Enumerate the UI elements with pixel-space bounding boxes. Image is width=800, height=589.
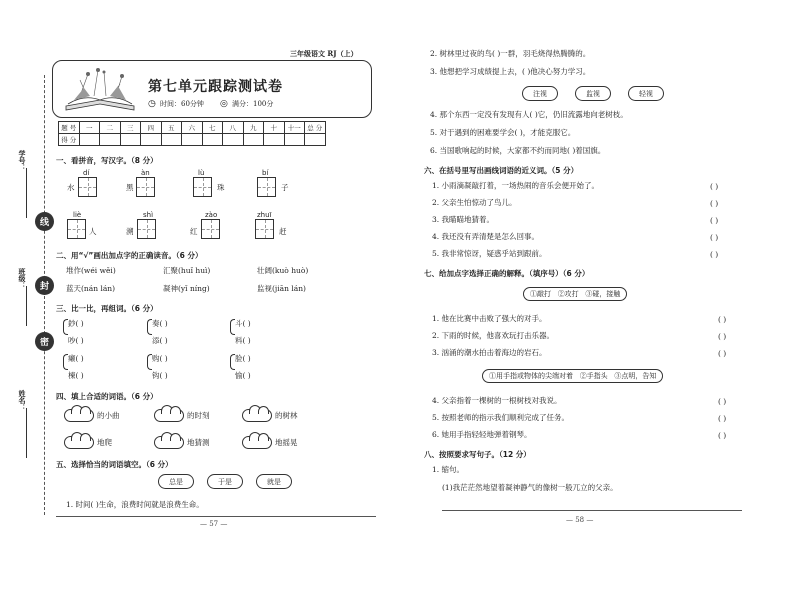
section-1-heading: 一、看拼音，写汉字。（8 分） xyxy=(56,156,158,165)
question-text: 1. 缩句。 xyxy=(432,465,465,474)
char-prefix: 溯 xyxy=(126,227,134,236)
score-table xyxy=(58,121,326,146)
fill-phrase: 的小曲 xyxy=(97,411,120,420)
section-7-heading: 七、给加点字选择正确的解释。（填序号）（6 分） xyxy=(424,269,590,278)
reading-choice[interactable]: 蓝天(nán lán) xyxy=(66,284,116,293)
pinyin: zhuī xyxy=(257,211,272,219)
writing-box[interactable] xyxy=(136,177,155,197)
score-header-row xyxy=(59,122,326,134)
cloud-blank[interactable] xyxy=(64,436,94,449)
section-5-heading: 五、选择恰当的词语填空。（6 分） xyxy=(56,460,173,469)
section-4-heading: 四、填上合适的词语。（6 分） xyxy=(56,392,158,401)
score-blank[interactable] xyxy=(284,134,305,146)
cloud-blank[interactable] xyxy=(64,409,94,422)
answer-blank[interactable]: ( ) xyxy=(710,182,719,191)
score-cell: 五 xyxy=(161,122,182,134)
score-cell: 三 xyxy=(120,122,141,134)
compare-word[interactable]: 鈔( ) xyxy=(68,319,84,328)
answer-blank[interactable]: ( ) xyxy=(710,250,719,259)
name-label: 姓名： xyxy=(18,390,26,411)
score-blank[interactable] xyxy=(161,134,182,146)
binding-dashed-line xyxy=(44,75,45,515)
book-illustration-icon xyxy=(60,66,140,112)
word-option: 监视 xyxy=(575,86,611,101)
page-number-left: — 57 — xyxy=(200,520,228,528)
question-text: 6. 她用手指轻轻地弹着钢琴。 xyxy=(432,430,532,439)
compare-word[interactable]: 脸( ) xyxy=(235,354,251,363)
compare-word[interactable]: 奏( ) xyxy=(152,319,168,328)
page-number-right: — 58 — xyxy=(566,516,594,524)
section-6-heading: 六、在括号里写出画线词语的近义词。（5 分） xyxy=(424,166,579,175)
char-prefix: 水 xyxy=(67,183,75,192)
definition-options-2 xyxy=(482,369,663,383)
score-cell: 八 xyxy=(223,122,244,134)
cloud-blank[interactable] xyxy=(154,436,184,449)
definition-option: ②攻打 xyxy=(557,290,579,298)
compare-word[interactable]: 添( ) xyxy=(152,336,168,345)
score-blank[interactable] xyxy=(79,134,100,146)
word-option: 轻视 xyxy=(628,86,664,101)
char-suffix: 珠 xyxy=(217,183,225,192)
score-blank[interactable] xyxy=(243,134,264,146)
clock-icon: ◷ xyxy=(148,99,156,109)
compare-word[interactable]: 钩( ) xyxy=(152,371,168,380)
answer-blank[interactable]: ( ) xyxy=(718,332,727,341)
full-score: 满分：100分 xyxy=(232,100,274,108)
word-option: 就是 xyxy=(256,474,292,489)
writing-box[interactable] xyxy=(137,219,156,239)
writing-box[interactable] xyxy=(255,219,274,239)
score-cell: 得 分 xyxy=(59,134,80,146)
score-blank[interactable] xyxy=(100,134,121,146)
score-cell: 九 xyxy=(243,122,264,134)
question-text: 2. 下雨的时候，他喜欢玩打击乐器。 xyxy=(432,331,555,340)
compare-word[interactable]: 愉( ) xyxy=(235,371,251,380)
answer-line[interactable] xyxy=(442,510,742,511)
question-text: 4. 那个东西一定没有发现有人( )它，仍旧流露地向老树枝。 xyxy=(430,110,628,119)
class-label: 班级： xyxy=(18,268,26,289)
writing-box[interactable] xyxy=(67,219,86,239)
score-blank[interactable] xyxy=(182,134,203,146)
score-blank[interactable] xyxy=(305,134,326,146)
score-cell: 四 xyxy=(141,122,162,134)
seal-xian: 线 xyxy=(35,212,54,231)
score-cell: 二 xyxy=(100,122,121,134)
question-text: 5. 按照老师的指示我们顺利完成了任务。 xyxy=(432,413,570,422)
pinyin: dí xyxy=(83,169,90,177)
char-prefix: 黑 xyxy=(126,183,134,192)
question-text: 6. 当国歌响起的时候，大家都不约而同地( )着国旗。 xyxy=(430,146,606,155)
char-suffix: 赶 xyxy=(279,227,287,236)
answer-blank[interactable]: ( ) xyxy=(718,349,727,358)
fill-phrase: 地摇晃 xyxy=(275,438,298,447)
question-text: 2. 父亲生怕惊动了鸟儿。 xyxy=(432,198,517,207)
section-3-heading: 三、比一比，再组词。（6 分） xyxy=(56,304,158,313)
definition-option: ③点明，告知 xyxy=(614,372,657,380)
score-value-row xyxy=(59,134,326,146)
answer-blank[interactable]: ( ) xyxy=(718,414,727,423)
question-text: 3. 他想把学习成绩提上去，( )他决心努力学习。 xyxy=(430,67,591,76)
pinyin: shì xyxy=(143,211,154,219)
answer-blank[interactable]: ( ) xyxy=(718,397,727,406)
question-text: 5. 对于遇到的困难要学会( )，才能克服它。 xyxy=(430,128,576,137)
medal-icon: ◎ xyxy=(220,99,228,109)
question-text: 1. 时间( )生命，浪费时间就是浪费生命。 xyxy=(66,500,204,509)
answer-blank[interactable]: ( ) xyxy=(710,233,719,242)
question-text: 5. 我非常惊讶，疑惑乎站到跟前。 xyxy=(432,249,547,258)
pinyin: àn xyxy=(141,169,150,177)
score-cell: 十一 xyxy=(284,122,305,134)
answer-blank[interactable]: ( ) xyxy=(710,216,719,225)
reading-choice[interactable]: 堆作(wéi wěi) xyxy=(66,266,116,275)
score-blank[interactable] xyxy=(223,134,244,146)
score-blank[interactable] xyxy=(141,134,162,146)
compare-word[interactable]: 楝( ) xyxy=(68,371,84,380)
question-text: 2. 树林里过夜的鸟( )一群，羽毛烧得热腾腾的。 xyxy=(430,49,591,58)
time-limit: 时间：60分钟 xyxy=(160,100,204,108)
reading-choice[interactable]: 壮阔(kuò huò) xyxy=(257,266,309,275)
answer-blank[interactable]: ( ) xyxy=(718,315,727,324)
score-cell: 总 分 xyxy=(305,122,326,134)
subject-label: 三年级语文 RJ（上） xyxy=(290,49,358,58)
footer-rule xyxy=(56,516,376,517)
fill-phrase: 的时刻 xyxy=(187,411,210,420)
score-cell: 题 号 xyxy=(59,122,80,134)
score-blank[interactable] xyxy=(202,134,223,146)
writing-box[interactable] xyxy=(257,177,276,197)
compare-word[interactable]: 吵( ) xyxy=(68,336,84,345)
compare-word[interactable]: 癞( ) xyxy=(68,354,84,363)
score-blank[interactable] xyxy=(120,134,141,146)
seal-mi: 密 xyxy=(35,332,54,351)
pinyin: liè xyxy=(73,211,82,219)
class-line xyxy=(26,286,27,326)
writing-box[interactable] xyxy=(193,177,212,197)
question-text: 3. 我瞄瞄地猜着。 xyxy=(432,215,495,224)
char-suffix: 红 xyxy=(190,227,198,236)
reading-choice[interactable]: 监视(jiān lán) xyxy=(257,284,306,293)
question-text: 4. 我还没有弄清楚是怎么回事。 xyxy=(432,232,540,241)
score-blank[interactable] xyxy=(264,134,285,146)
fill-phrase: 的树林 xyxy=(275,411,298,420)
definition-option: ③碰，接触 xyxy=(585,290,621,298)
writing-box[interactable] xyxy=(78,177,97,197)
pinyin: zào xyxy=(205,211,218,219)
definition-option: ②手指头 xyxy=(579,372,608,380)
compare-word[interactable]: 购( ) xyxy=(152,354,168,363)
section-8-heading: 八、按照要求写句子。（12 分） xyxy=(424,450,531,459)
answer-blank[interactable]: ( ) xyxy=(718,431,727,440)
question-text: 4. 父亲指着一棵树的一根树枝对我说。 xyxy=(432,396,562,405)
pinyin: lù xyxy=(198,169,205,177)
char-suffix: 子 xyxy=(281,183,289,192)
word-option: 于是 xyxy=(207,474,243,489)
question-text: (1)我茫茫然地望着凝神静气的像树一般兀立的父亲。 xyxy=(442,483,618,492)
seal-feng: 封 xyxy=(35,276,54,295)
reading-choice[interactable]: 凝神(yǐ níng) xyxy=(163,284,210,293)
pinyin: bí xyxy=(262,169,269,177)
compare-word[interactable]: 斗( ) xyxy=(235,319,251,328)
score-cell: 一 xyxy=(79,122,100,134)
answer-blank[interactable]: ( ) xyxy=(710,199,719,208)
definition-option: ①敲打 xyxy=(530,290,551,298)
student-id-line xyxy=(26,168,27,218)
fill-phrase: 地猜测 xyxy=(187,438,210,447)
cloud-blank[interactable] xyxy=(242,409,272,422)
definition-options-1 xyxy=(523,287,627,301)
word-option: 注视 xyxy=(522,86,558,101)
char-suffix: 人 xyxy=(89,227,97,236)
word-option: 总是 xyxy=(158,474,194,489)
score-cell: 七 xyxy=(202,122,223,134)
question-text: 3. 汹涌的潮水拍击着海边的岩石。 xyxy=(432,348,547,357)
score-cell: 十 xyxy=(264,122,285,134)
name-line xyxy=(26,408,27,458)
student-id-label: 学号： xyxy=(18,150,26,171)
cloud-blank[interactable] xyxy=(242,436,272,449)
compare-word[interactable]: 料( ) xyxy=(235,336,251,345)
definition-option: ①用手指或物体的尖端对着 xyxy=(489,372,573,380)
question-text: 1. 小雨滴凝敲打着，一场热闹的音乐会便开始了。 xyxy=(432,181,600,190)
writing-box[interactable] xyxy=(201,219,220,239)
question-text: 1. 他在比赛中击败了强大的对手。 xyxy=(432,314,547,323)
reading-choice[interactable]: 汇聚(huǐ huì) xyxy=(163,266,211,275)
fill-phrase: 地爬 xyxy=(97,438,112,447)
section-2-heading: 二、用“√”画出加点字的正确读音。（6 分） xyxy=(56,251,203,260)
cloud-blank[interactable] xyxy=(154,409,184,422)
page-title: 第七单元跟踪测试卷 xyxy=(148,79,283,95)
score-cell: 六 xyxy=(182,122,203,134)
